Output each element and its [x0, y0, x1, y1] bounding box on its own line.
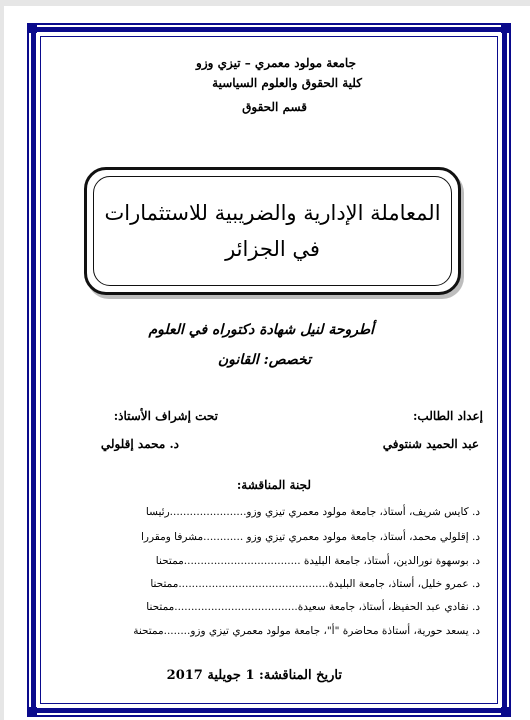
- frame-corner-top-left: [27, 23, 37, 33]
- committee-member: د. كايس شريف، أستاذ، جامعة مولود معمري تيزي وزو.......................رئيسا: [145, 506, 480, 518]
- thesis-title-line-2: في الجزائر: [225, 237, 320, 261]
- committee-member: د. نقادي عبد الحفيظ، أستاذ، جامعة سعيدة.....................................ممتحنا: [146, 601, 480, 613]
- specialty: تخصص: القانون: [217, 352, 311, 368]
- committee-member: د. بوسهوة نورالدين، أستاذ، جامعة البليدة ...................................ممتحنا: [155, 555, 480, 567]
- faculty-name: كلية الحقوق والعلوم السياسية: [212, 76, 362, 90]
- thesis-type: أطروحة لنيل شهادة دكتوراه في العلوم: [148, 322, 374, 338]
- student-name: عبد الحميد شنتوفي: [382, 437, 479, 451]
- defense-date-line: [167, 668, 342, 683]
- department-name: قسم الحقوق: [242, 100, 307, 114]
- committee-member: د. يسعد حورية، أستاذة محاضرة "أ"، جامعة مولود معمري تيزي وزو........ممتحنة: [133, 625, 480, 637]
- committee-title: لجنة المناقشة:: [236, 478, 311, 492]
- supervisor-name: د. محمد إقلولي: [100, 437, 179, 451]
- committee-member: د. إقلولي محمد، أستاذ، جامعة مولود معمري تيزي وزو ............مشرفا ومقررا: [141, 531, 480, 543]
- thesis-title-box: [84, 167, 461, 295]
- frame-corner-bottom-left: [27, 707, 37, 717]
- defense-date-label: تاريخ المناقشة:: [259, 668, 342, 683]
- defense-date: 1 جويلية 2017: [166, 668, 255, 683]
- committee-member: د. عمرو خليل، أستاذ، جامعة البليدة.............................................ممتحنا: [150, 578, 480, 590]
- supervisor-label: تحت إشراف الأستاذ:: [113, 409, 218, 423]
- university-name: جامعة مولود معمري – تيزي وزو: [196, 56, 356, 70]
- frame-corner-top-right: [501, 23, 511, 33]
- thesis-title-line-1: المعاملة الإدارية والضريبية للاستثمارات: [104, 201, 441, 225]
- prepared-by-label: إعداد الطالب:: [412, 409, 483, 423]
- frame-corner-bottom-right: [501, 707, 511, 717]
- page-edge-top: [0, 0, 530, 6]
- page-edge-left: [0, 0, 4, 720]
